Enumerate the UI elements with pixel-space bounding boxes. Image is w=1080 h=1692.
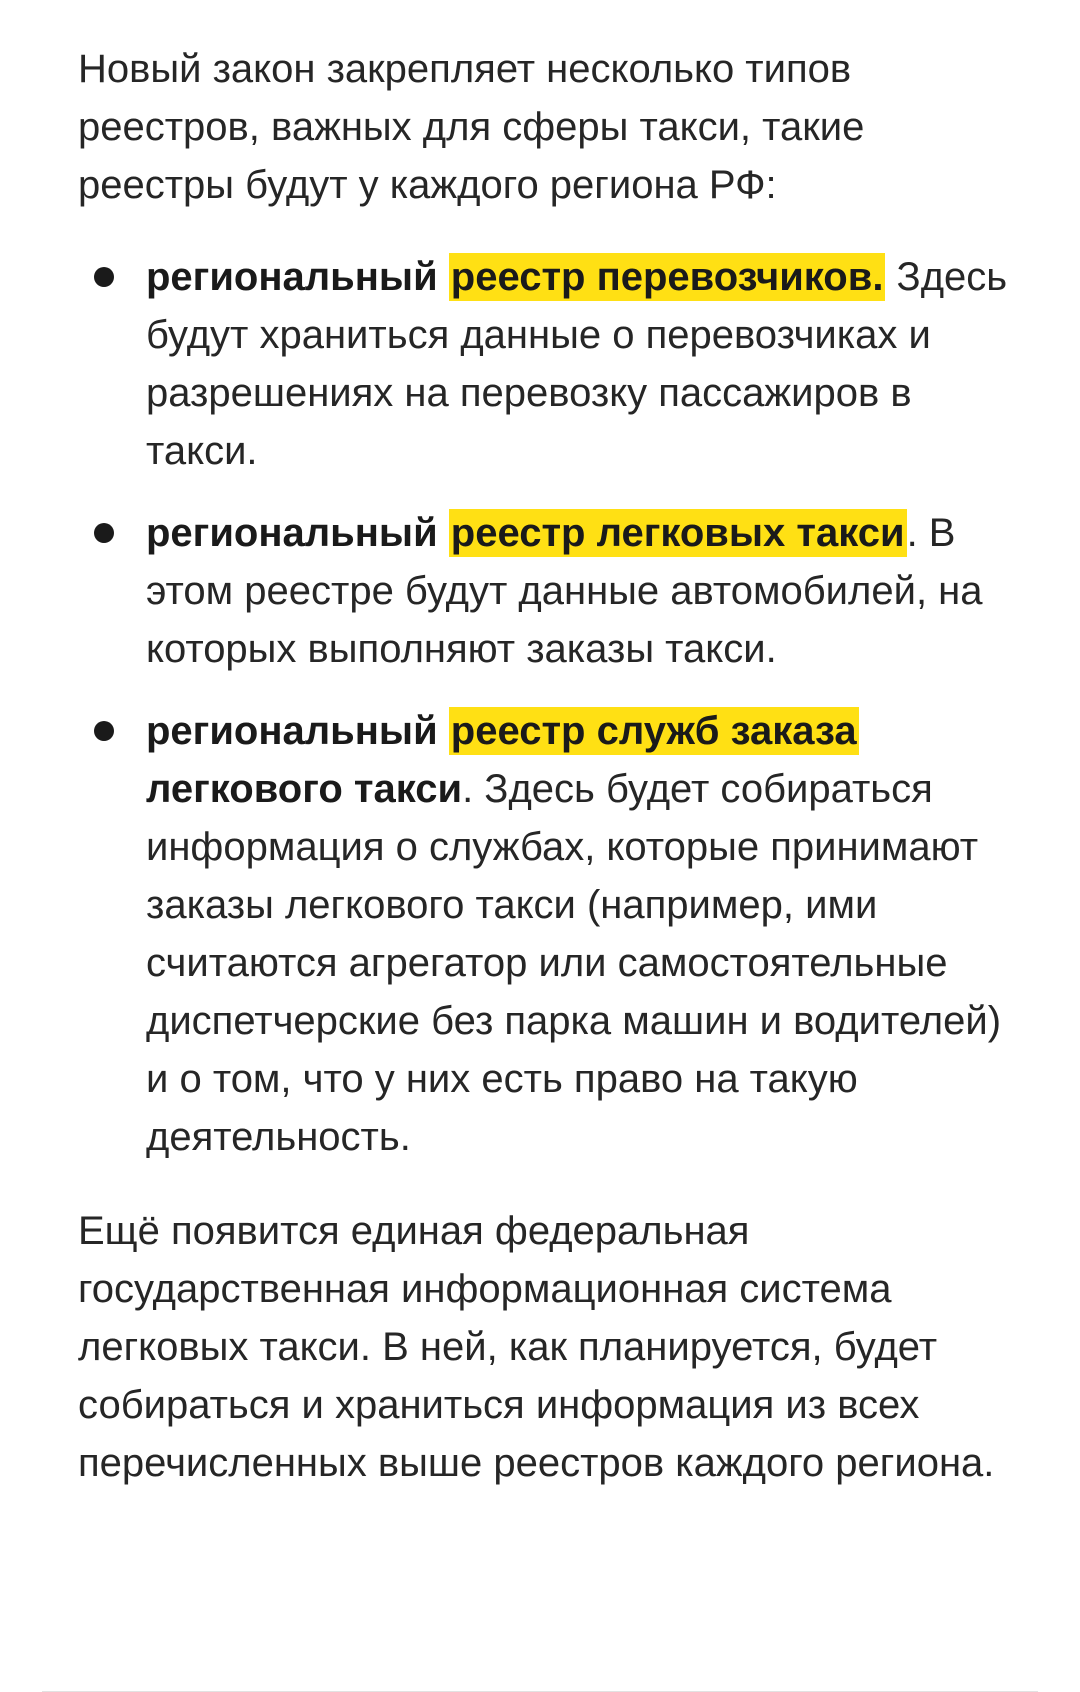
registers-list bbox=[78, 248, 1018, 1166]
register-highlight: реестр перевозчиков. bbox=[450, 255, 884, 299]
bullet-icon bbox=[94, 267, 114, 287]
register-highlight: реестр служб заказа bbox=[450, 709, 857, 753]
register-description: . Здесь будет собираться информация о службах, которые принимают заказы легкового такси (например, ими считаются агрегатор или самостоятельные диспетчерские без парка машин и водителей) и о том, что у них есть право на такую деятельность. bbox=[146, 767, 1002, 1159]
register-item-taxi-cars bbox=[78, 504, 1018, 678]
register-item-carriers bbox=[78, 248, 1018, 480]
register-lead: региональный bbox=[146, 511, 449, 555]
register-item-order-services bbox=[78, 702, 1018, 1166]
bullet-icon bbox=[94, 721, 114, 741]
intro-paragraph: Новый закон закрепляет несколько типов реестров, важных для сферы такси, такие реестры будут у каждого региона РФ: bbox=[78, 47, 865, 207]
register-description: . В этом реестре будут данные автомобилей, на которых выполняют заказы такси. bbox=[146, 511, 983, 671]
bullet-icon bbox=[94, 523, 114, 543]
register-lead: региональный bbox=[146, 255, 449, 299]
register-bold-tail: легкового такси bbox=[146, 767, 463, 811]
register-highlight: реестр легковых такси bbox=[450, 511, 905, 555]
register-lead: региональный bbox=[146, 709, 449, 753]
outro-paragraph: Ещё появится единая федеральная государственная информационная система легковых такси. В ней, как планируется, будет собираться и храниться информация из всех перечисленных выше реестров каждого региона. bbox=[78, 1209, 995, 1485]
article-body bbox=[78, 40, 1018, 1492]
register-description: Здесь будут храниться данные о перевозчиках и разрешениях на перевозку пассажиров в такси. bbox=[146, 255, 1008, 473]
